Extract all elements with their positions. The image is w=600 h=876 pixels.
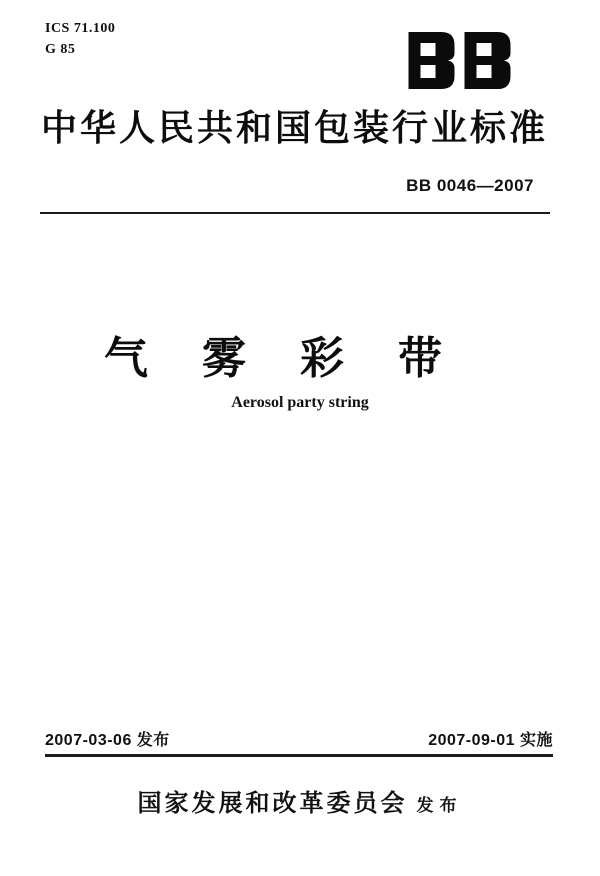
category-code: G 85 (45, 42, 76, 57)
issue-action-label: 发布 (416, 796, 463, 815)
classification-block (45, 18, 115, 60)
header-rule (40, 212, 550, 214)
ics-code: ICS 71.100 (45, 21, 116, 36)
bb-logo (408, 32, 511, 89)
footer-rule (45, 754, 553, 757)
standard-number: BB 0046—2007 (406, 176, 534, 195)
document-title-en: Aerosol party string (231, 394, 369, 411)
standard-series-title: 中华人民共和国包装行业标准 (41, 107, 549, 148)
issuing-authority: 国家发展和改革委员会 (137, 791, 408, 817)
implementation-date: 2007-09-01 实施 (428, 732, 553, 749)
dates-row (45, 727, 553, 750)
document-title-cn: 气雾彩带 (104, 334, 496, 383)
letter-b-icon (408, 32, 455, 89)
letter-b-icon (464, 32, 511, 89)
issue-date: 2007-03-06 发布 (45, 732, 170, 749)
issuer-line (0, 783, 600, 818)
